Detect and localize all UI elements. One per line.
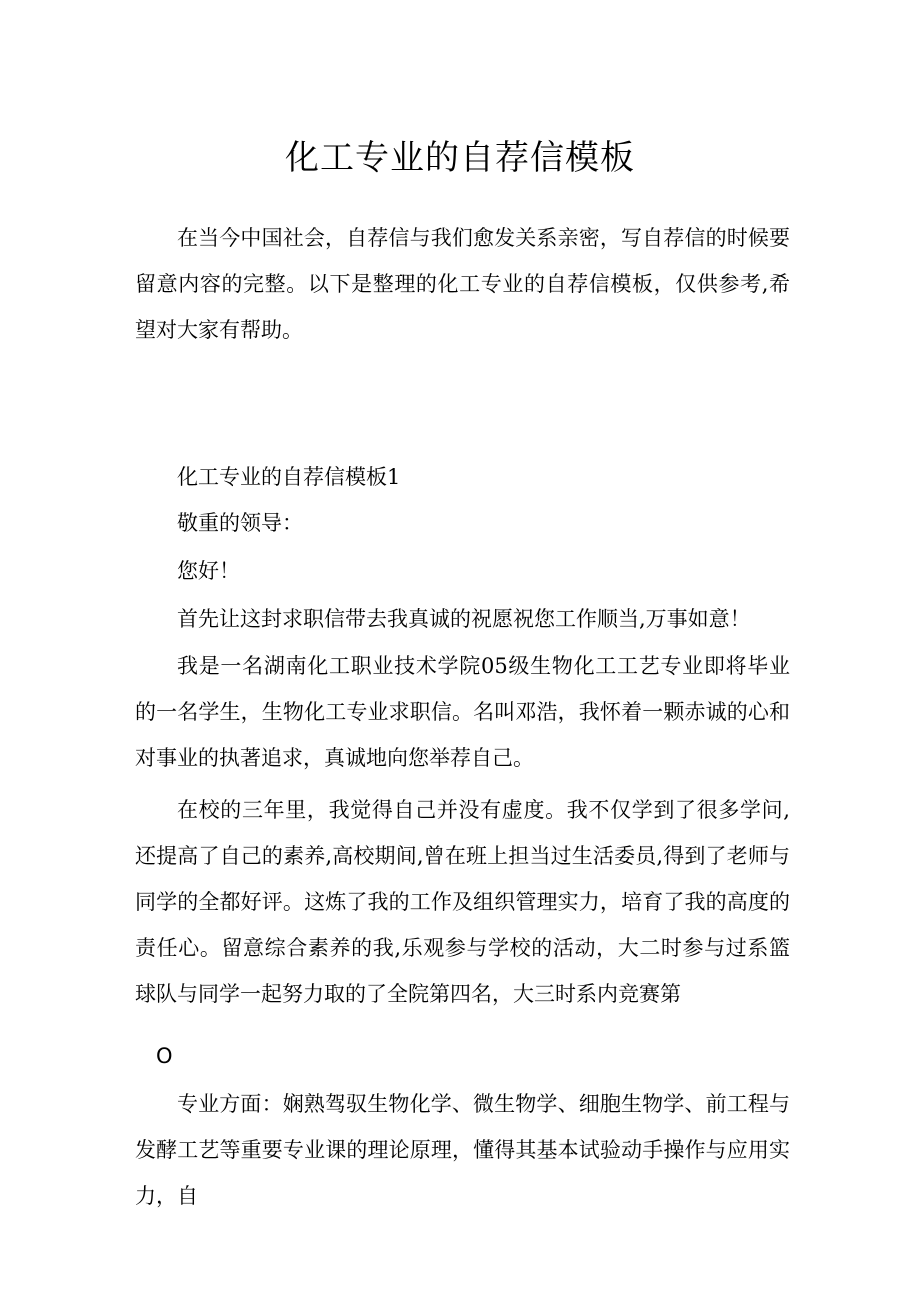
opening-line: 首先让这封求职信带去我真诚的祝愿祝您工作顺当,万事如意！ [177, 607, 751, 631]
major-paragraph: 专业方面：娴熟驾驭生物化学、微生物学、细胞生物学、前工程与发酵工艺等重要专业课的理论原理，懂得其基本试验动手操作与应用实力，自 [135, 1092, 790, 1208]
document-title: 化工专业的自荐信模板 [285, 138, 635, 178]
greeting: 您好！ [177, 559, 240, 583]
stray-character: O [156, 1044, 173, 1068]
self-intro-paragraph: 我是一名湖南化工职业技术学院05级生物化工工艺专业即将毕业的一名学生，生物化工专业求职信。名叫邓浩，我怀着一颗赤诚的心和对事业的执著追求，真诚地向您举荐自己。 [135, 654, 790, 770]
salutation: 敬重的领导： [177, 511, 303, 535]
section-heading: 化工专业的自荐信模板1 [177, 465, 401, 489]
intro-paragraph: 在当今中国社会，自荐信与我们愈发关系亲密，写自荐信的时候要留意内容的完整。以下是整理的化工专业的自荐信模板，仅供参考,希望对大家有帮助。 [135, 226, 790, 342]
school-paragraph: 在校的三年里，我觉得自己并没有虚度。我不仅学到了很多学问,还提高了自己的素养,高校期间,曾在班上担当过生活委员,得到了老师与同学的全都好评。这炼了我的工作及组织管理实力，培育了我的高度的责任心。留意综合素养的我,乐观参与学校的活动，大二时参与过系篮球队与同学一起努力取的了全院第四名，大三时系内竞赛第 [135, 798, 790, 1006]
